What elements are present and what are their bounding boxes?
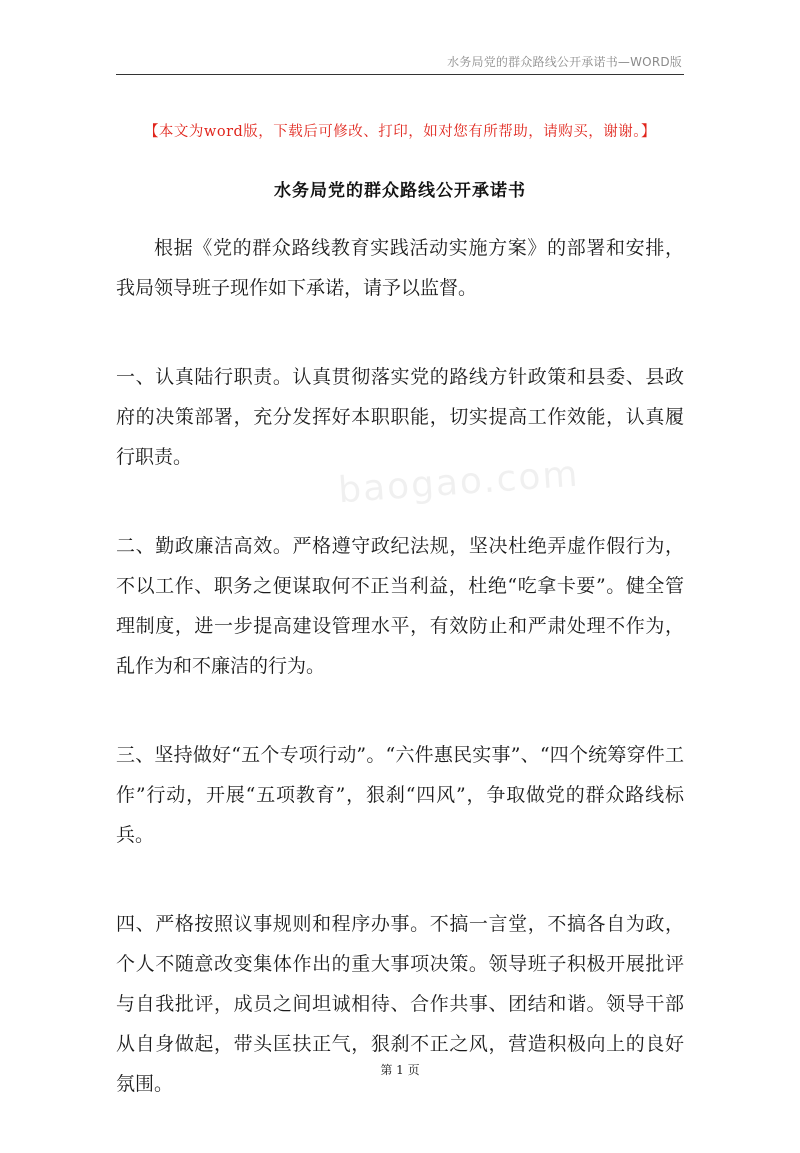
document-body (116, 228, 684, 1153)
intro-paragraph: 根据《党的群众路线教育实践活动实施方案》的部署和安排，我局领导班子现作如下承诺，请予以监督。 (116, 237, 684, 299)
header-divider (116, 74, 684, 75)
running-header: 水务局党的群众路线公开承诺书—WORD版 (447, 55, 682, 69)
watermark: baogao.com (336, 453, 581, 512)
commitment-paragraph-4: 四、严格按照议事规则和程序办事。不搞一言堂，不搞各自为政，个人不随意改变集体作出的重大事项决策。领导班子积极开展批评与自我批评，成员之间坦诚相待、合作共事、团结和谐。领导干部从自身做起，带头匡扶正气，狠刹不正之风，营造积极向上的良好氛围。 (116, 913, 684, 1095)
document-title: 水务局党的群众路线公开承诺书 (274, 181, 526, 201)
page-number: 第 1 页 (380, 1063, 420, 1077)
purchase-notice: 【本文为word版，下载后可修改、打印，如对您有所帮助，请购买，谢谢。】 (143, 124, 657, 140)
commitment-paragraph-3: 三、坚持做好“五个专项行动”。“六件惠民实事”、“四个统筹穿件工作”行动，开展“五项教育”，狠刹“四风”，争取做党的群众路线标兵。 (116, 744, 684, 846)
commitment-paragraph-2: 二、勤政廉洁高效。严格遵守政纪法规，坚决杜绝弄虚作假行为，不以工作、职务之便谋取何不正当利益，杜绝“吃拿卡要”。健全管理制度，进一步提高建设管理水平，有效防止和严肃处理不作为，乱作为和不廉洁的行为。 (116, 535, 684, 677)
commitment-paragraph-1: 一、认真陆行职责。认真贯彻落实党的路线方针政策和县委、县政府的决策部署，充分发挥好本职职能，切实提高工作效能，认真履行职责。 (116, 366, 684, 468)
